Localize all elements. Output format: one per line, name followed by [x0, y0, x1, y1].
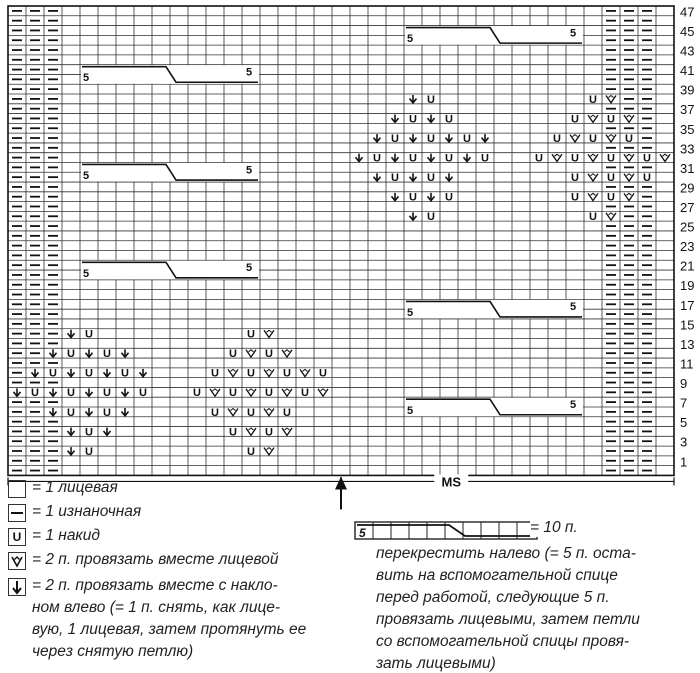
svg-text:U: U	[121, 367, 129, 380]
svg-text:U: U	[571, 172, 579, 185]
row-number: 29	[680, 180, 695, 196]
legend-cable-head: = 10 п.	[530, 519, 578, 536]
svg-text:U: U	[445, 152, 453, 165]
svg-text:U: U	[427, 211, 435, 224]
svg-text:U: U	[409, 113, 417, 126]
svg-text:5: 5	[246, 66, 253, 79]
svg-text:U: U	[391, 172, 399, 185]
svg-text:U: U	[283, 367, 291, 380]
svg-text:U: U	[67, 406, 75, 419]
row-number: 37	[680, 102, 695, 118]
svg-text:U: U	[247, 367, 255, 380]
svg-text:5: 5	[570, 27, 577, 40]
svg-text:5: 5	[570, 398, 577, 411]
row-number: 19	[680, 278, 695, 294]
svg-text:5: 5	[407, 306, 414, 319]
svg-text:U: U	[85, 328, 93, 341]
svg-text:U: U	[571, 152, 579, 165]
legend-yo-text: = 1 накид	[32, 527, 100, 544]
svg-text:U: U	[211, 367, 219, 380]
svg-text:U: U	[391, 132, 399, 145]
yarn-over-symbol-icon: U	[8, 528, 26, 546]
row-number: 13	[680, 336, 695, 352]
legend-ssk-text-1: = 2 п. провязать вместе с накло-	[32, 577, 278, 594]
row-number: 45	[680, 23, 695, 39]
svg-text:U: U	[103, 406, 111, 419]
svg-text:U: U	[265, 426, 273, 439]
svg-text:U: U	[85, 367, 93, 380]
k2tog-symbol-icon	[8, 552, 26, 570]
row-number: 47	[680, 4, 695, 20]
svg-text:U: U	[607, 113, 615, 126]
svg-text:U: U	[427, 172, 435, 185]
purl-symbol-icon	[8, 504, 26, 522]
svg-text:U: U	[553, 132, 561, 145]
svg-text:U: U	[589, 211, 597, 224]
svg-text:U: U	[643, 172, 651, 185]
svg-text:U: U	[301, 387, 309, 400]
svg-text:U: U	[103, 348, 111, 361]
row-number: 17	[680, 297, 695, 313]
row-number: 23	[680, 239, 695, 255]
svg-text:5: 5	[83, 72, 90, 85]
legend-cable-text-1: перекрестить налево (= 5 п. оста-	[376, 545, 636, 562]
row-number: 21	[680, 258, 695, 274]
legend-cable-text-3: перед работой, следующие 5 п.	[376, 589, 610, 606]
svg-text:U: U	[229, 387, 237, 400]
row-number: 31	[680, 160, 695, 176]
svg-text:U: U	[211, 406, 219, 419]
legend-cable-text-2: вить на вспомогательной спице	[376, 567, 618, 584]
svg-text:5: 5	[246, 164, 253, 177]
svg-text:U: U	[229, 426, 237, 439]
svg-text:U: U	[283, 406, 291, 419]
row-number: 1	[680, 454, 688, 470]
svg-text:U: U	[85, 426, 93, 439]
row-number: 35	[680, 121, 695, 137]
svg-text:U: U	[49, 367, 57, 380]
svg-text:U: U	[265, 348, 273, 361]
svg-text:U: U	[67, 348, 75, 361]
svg-text:U: U	[409, 152, 417, 165]
row-number: 39	[680, 82, 695, 98]
cable-symbol-icon	[354, 519, 540, 543]
legend-cable-text-4: провязать лицевыми, затем петли	[376, 611, 640, 628]
svg-text:U: U	[139, 387, 147, 400]
legend-cable-text-5: со вспомогательной спицы провя-	[376, 633, 630, 650]
svg-text:5: 5	[407, 33, 414, 46]
svg-text:U: U	[409, 191, 417, 204]
svg-text:5: 5	[83, 170, 90, 183]
svg-text:5: 5	[570, 301, 577, 314]
svg-text:U: U	[625, 132, 633, 145]
legend-ssk-text-3: вую, 1 лицевая, затем протянуть ее	[32, 621, 307, 638]
svg-text:U: U	[589, 93, 597, 106]
svg-text:U: U	[85, 445, 93, 458]
knit-symbol-icon	[8, 480, 26, 498]
legend-k2tog-text: = 2 п. провязать вместе лицевой	[32, 551, 279, 568]
svg-text:U: U	[265, 387, 273, 400]
svg-text:U: U	[445, 191, 453, 204]
legend-knit-text: = 1 лицевая	[32, 479, 118, 496]
row-number: 15	[680, 317, 695, 333]
svg-text:U: U	[31, 387, 39, 400]
row-number: 3	[680, 434, 688, 450]
svg-text:U: U	[247, 328, 255, 341]
svg-text:U: U	[535, 152, 543, 165]
svg-text:U: U	[229, 348, 237, 361]
legend-ssk-text-2: ном влево (= 1 п. снять, как лице-	[32, 599, 281, 616]
svg-text:U: U	[247, 406, 255, 419]
svg-text:U: U	[427, 93, 435, 106]
svg-text:U: U	[445, 113, 453, 126]
svg-text:U: U	[373, 152, 381, 165]
svg-text:5: 5	[359, 526, 366, 540]
row-number: 43	[680, 43, 695, 59]
svg-text:U: U	[607, 172, 615, 185]
svg-text:U: U	[571, 191, 579, 204]
ms-label: MS	[441, 474, 461, 490]
svg-text:5: 5	[83, 267, 90, 280]
row-number: 7	[680, 395, 688, 411]
row-number: 25	[680, 219, 695, 235]
row-number: 5	[680, 415, 688, 431]
svg-text:U: U	[67, 387, 75, 400]
row-number: 27	[680, 199, 695, 215]
row-number: 33	[680, 141, 695, 157]
row-number: 41	[680, 63, 695, 79]
legend-ssk-text-4: через снятую петлю)	[32, 643, 194, 660]
svg-text:U: U	[319, 367, 327, 380]
svg-text:U: U	[247, 445, 255, 458]
svg-text:U: U	[589, 132, 597, 145]
svg-text:U: U	[607, 152, 615, 165]
legend-cable-text-6: зать лицевыми)	[376, 655, 496, 672]
svg-text:U: U	[463, 132, 471, 145]
svg-text:U: U	[481, 152, 489, 165]
svg-text:U: U	[643, 152, 651, 165]
svg-text:U: U	[427, 132, 435, 145]
legend-purl-text: = 1 изнаночная	[32, 503, 142, 520]
svg-text:5: 5	[246, 262, 253, 275]
svg-text:U: U	[607, 191, 615, 204]
row-number: 11	[680, 356, 694, 372]
svg-text:U: U	[103, 387, 111, 400]
row-number: 9	[680, 376, 688, 392]
svg-text:U: U	[571, 113, 579, 126]
svg-text:U: U	[193, 387, 201, 400]
svg-text:5: 5	[407, 404, 414, 417]
ssk-symbol-icon	[8, 578, 26, 596]
